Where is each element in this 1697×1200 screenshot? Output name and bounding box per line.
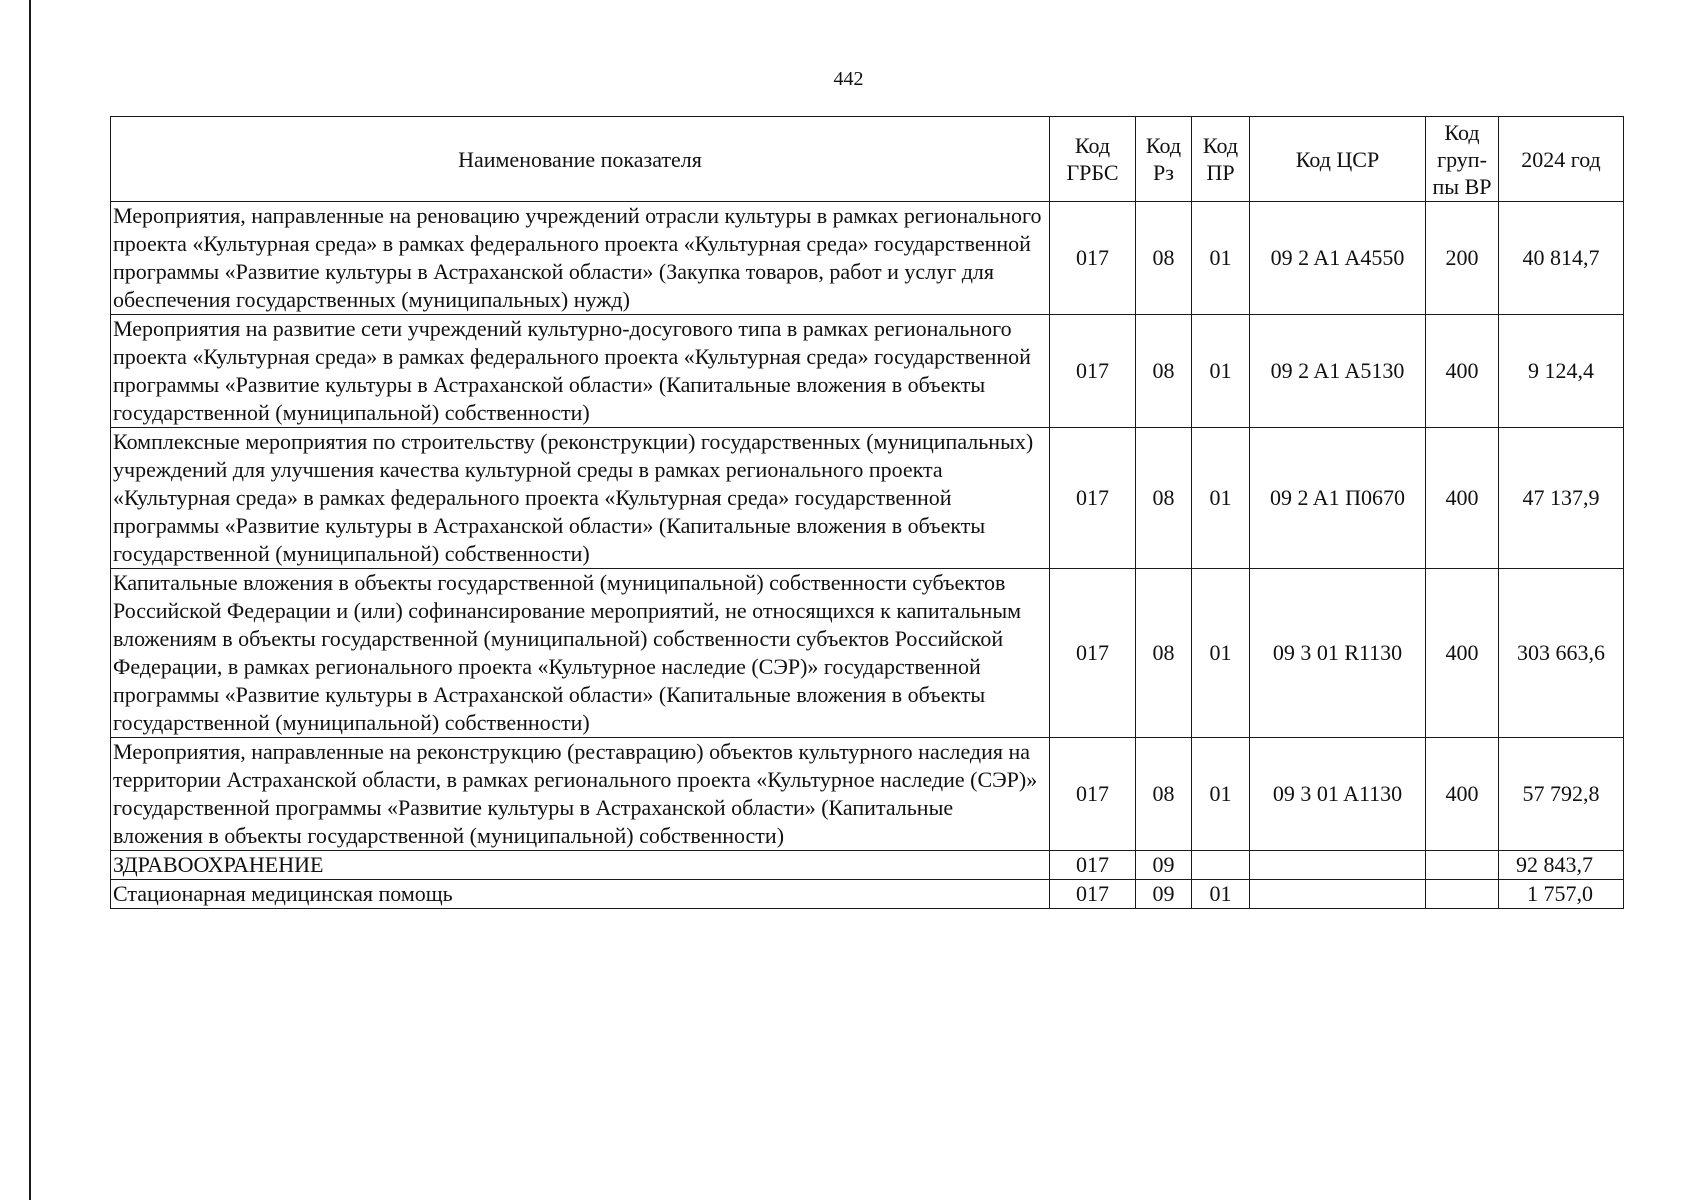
left-margin-line	[29, 0, 31, 1200]
header-name: Наименование показателя	[111, 117, 1050, 202]
header-pr-line-1: Код	[1202, 133, 1239, 158]
row-rz: 08	[1136, 428, 1192, 569]
header-rz-line-1: Код	[1145, 133, 1182, 158]
row-csr: 09 2 A1 П0670	[1250, 428, 1426, 569]
row-vr: 400	[1426, 315, 1499, 428]
row-vr: 200	[1426, 202, 1499, 315]
row-pr	[1192, 851, 1250, 880]
row-grbs: 017	[1050, 315, 1136, 428]
row-vr: 400	[1426, 569, 1499, 738]
row-name: Капитальные вложения в объекты государственной (муниципальной) собственности субъектов Российской Федерации и (или) софинансирование мероприятий, не относящихся к капитальным вложениям в объекты государственной (муниципальной) собственности субъектов Российской Федерации, в рамках регионального проекта «Культурное наследие (СЭР)» государственной программы «Развитие культуры в Астраханской области» (Капитальные вложения в объекты государственной (муниципальной) собственности)	[111, 569, 1050, 738]
row-grbs: 017	[1050, 569, 1136, 738]
header-pr-line-2: ПР	[1206, 160, 1235, 185]
row-amount: 40 814,7	[1499, 202, 1624, 315]
row-pr: 01	[1192, 428, 1250, 569]
row-vr	[1426, 880, 1499, 909]
row-csr: 09 3 01 R1130	[1250, 569, 1426, 738]
row-pr: 01	[1192, 202, 1250, 315]
row-name: Мероприятия, направленные на реконструкцию (реставрацию) объектов культурного наследия на территории Астраханской области, в рамках регионального проекта «Культурное наследие (СЭР)» государственной программы «Развитие культуры в Астраханской области» (Капитальные вложения в объекты государственной (муниципальной) собственности)	[111, 738, 1050, 851]
header-csr: Код ЦСР	[1250, 117, 1426, 202]
row-amount: 303 663,6	[1499, 569, 1624, 738]
row-csr	[1250, 880, 1426, 909]
table-row	[111, 880, 1624, 909]
row-rz: 09	[1136, 880, 1192, 909]
row-csr: 09 2 A1 A4550	[1250, 202, 1426, 315]
row-csr	[1250, 851, 1426, 880]
header-rz-line-2: Рз	[1153, 160, 1174, 185]
row-grbs: 017	[1050, 428, 1136, 569]
header-grbs-line-1: Код	[1074, 133, 1111, 158]
row-csr: 09 2 A1 A5130	[1250, 315, 1426, 428]
row-csr: 09 3 01 A1130	[1250, 738, 1426, 851]
budget-table	[110, 116, 1624, 909]
row-amount: 9 124,4	[1499, 315, 1624, 428]
row-amount: 92 843,7	[1499, 851, 1624, 880]
row-vr: 400	[1426, 738, 1499, 851]
row-pr: 01	[1192, 569, 1250, 738]
row-grbs: 017	[1050, 880, 1136, 909]
row-name: Стационарная медицинская помощь	[111, 880, 1050, 909]
row-name: Мероприятия, направленные на реновацию учреждений отрасли культуры в рамках регионального проекта «Культурная среда» в рамках федерального проекта «Культурная среда» государственной программы «Развитие культуры в Астраханской области» (Закупка товаров, работ и услуг для обеспечения государственных (муниципальных) нужд)	[111, 202, 1050, 315]
row-amount: 57 792,8	[1499, 738, 1624, 851]
row-grbs: 017	[1050, 202, 1136, 315]
row-grbs: 017	[1050, 738, 1136, 851]
header-vr	[1426, 117, 1499, 202]
row-pr: 01	[1192, 738, 1250, 851]
row-grbs: 017	[1050, 851, 1136, 880]
row-vr	[1426, 851, 1499, 880]
row-amount: 47 137,9	[1499, 428, 1624, 569]
table-row	[111, 315, 1624, 428]
row-name: Мероприятия на развитие сети учреждений культурно-досугового типа в рамках регионального проекта «Культурная среда» в рамках федерального проекта «Культурная среда» государственной программы «Развитие культуры в Астраханской области» (Капитальные вложения в объекты государственной (муниципальной) собственности)	[111, 315, 1050, 428]
header-grbs	[1050, 117, 1136, 202]
header-rz	[1136, 117, 1192, 202]
row-rz: 08	[1136, 202, 1192, 315]
row-rz: 08	[1136, 569, 1192, 738]
header-pr	[1192, 117, 1250, 202]
row-name: ЗДРАВООХРАНЕНИЕ	[111, 851, 1050, 880]
row-rz: 09	[1136, 851, 1192, 880]
row-rz: 08	[1136, 738, 1192, 851]
table-row	[111, 202, 1624, 315]
table-header-row	[111, 117, 1624, 202]
header-vr-line-2: груп-	[1437, 146, 1487, 172]
row-name: Комплексные мероприятия по строительству (реконструкции) государственных (муниципальных) учреждений для улучшения качества культурной среды в рамках регионального проекта «Культурная среда» в рамках федерального проекта «Культурная среда» государственной программы «Развитие культуры в Астраханской области» (Капитальные вложения в объекты государственной (муниципальной) собственности)	[111, 428, 1050, 569]
header-vr-line-3: пы ВР	[1432, 173, 1492, 199]
table-row	[111, 428, 1624, 569]
table-row	[111, 738, 1624, 851]
table-row	[111, 569, 1624, 738]
header-year: 2024 год	[1499, 117, 1624, 202]
row-vr: 400	[1426, 428, 1499, 569]
row-amount: 1 757,0	[1499, 880, 1624, 909]
table-row	[111, 851, 1624, 880]
header-grbs-line-2: ГРБС	[1066, 160, 1119, 185]
row-rz: 08	[1136, 315, 1192, 428]
row-pr: 01	[1192, 315, 1250, 428]
header-vr-line-1: Код	[1444, 119, 1480, 145]
row-pr: 01	[1192, 880, 1250, 909]
page-number: 442	[833, 68, 864, 90]
